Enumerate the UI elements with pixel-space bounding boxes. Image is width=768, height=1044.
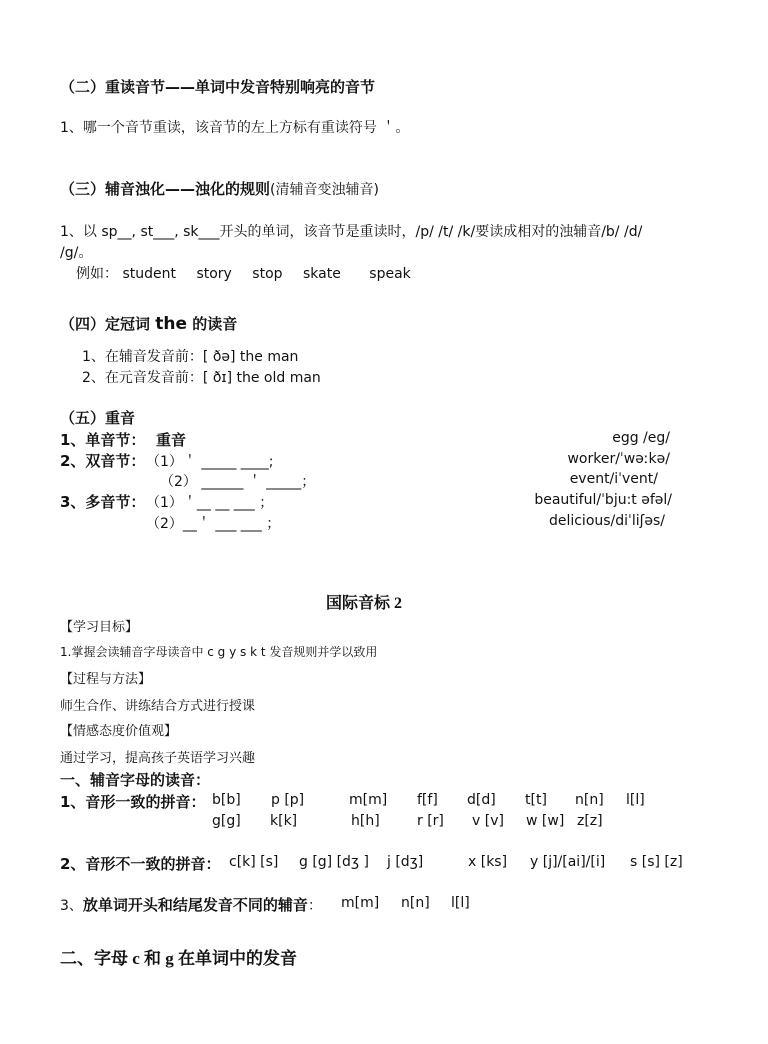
section-heading-voicing — [60, 178, 379, 199]
phonic-item: p [p] — [271, 792, 305, 808]
method-text: 师生合作、讲练结合方式进行授课 — [60, 699, 256, 714]
accent-di-example-1: worker/ˈwəːkə/ — [567, 451, 670, 467]
lesson-title: 国际音标 2 — [325, 595, 402, 612]
c-g-heading: 二、字母 c 和 g 在单词中的发音 — [60, 949, 298, 968]
voicing-rule-line-2: /g/。 — [60, 245, 93, 261]
phonic-item: n[n] — [575, 792, 604, 808]
accent-poly-example-1: beautiful/ˈbju:t əfəl/ — [534, 492, 672, 508]
phonic-item: s [s] [z] — [630, 854, 683, 870]
phonic-item: m[m] — [349, 792, 388, 808]
accent-di-pattern-2: （2） ______ ＇ _____； — [160, 474, 316, 490]
phonic-item: v [v] — [472, 813, 504, 829]
inconsistent-label: 2、音形不一致的拼音： — [60, 855, 221, 873]
article-rule-vowel: 2、在元音发音前：[ ðɪ] the old man — [82, 370, 321, 386]
voicing-examples — [76, 263, 411, 283]
example-word: student — [122, 266, 176, 282]
phonic-item: d[d] — [467, 792, 496, 808]
phonic-item: k[k] — [270, 813, 298, 829]
voicing-heading-note: (清辅音变浊辅音) — [270, 182, 379, 198]
example-label: 例如： — [76, 266, 118, 282]
example-word: story — [196, 266, 232, 282]
phonic-item: c[k] [s] — [229, 854, 279, 870]
article-heading-part: （四）定冠词 — [60, 315, 156, 333]
accent-di-example-2: event/iˈvent/ — [569, 471, 658, 487]
accent-poly-pattern-1: （1）＇__ __ ___ ； — [146, 495, 274, 511]
article-rule-consonant: 1、在辅音发音前：[ ðə] the man — [82, 349, 299, 365]
consistent-label: 1、音形一致的拼音： — [60, 793, 206, 811]
accent-poly-pattern-2: （2）__＇ ___ ___ ； — [146, 516, 281, 532]
stress-rule-line: 1、哪一个音节重读，该音节的左上方标有重读符号 ＇。 — [60, 120, 410, 136]
example-word: stop — [252, 266, 283, 282]
phonic-item: n[n] — [401, 895, 430, 911]
accent-mono-label: 1、单音节： — [60, 431, 146, 449]
phonic-item: z[z] — [577, 813, 603, 829]
phonic-item: l[l] — [626, 792, 645, 808]
value-text: 通过学习，提高孩子英语学习兴趣 — [60, 751, 256, 766]
accent-mono-example: egg /eg/ — [612, 430, 670, 446]
accent-di-pattern-1: （1）＇ _____ ____; — [146, 454, 274, 470]
example-word: speak — [369, 266, 411, 282]
goal-text: 1.掌握会读辅音字母读音中 c g y s k t 发音规则并学以致用 — [60, 645, 378, 659]
phonic-item: f[f] — [417, 792, 438, 808]
phonic-item: x [ks] — [468, 854, 508, 870]
phonic-item: r [r] — [417, 813, 444, 829]
label-colon: ： — [307, 898, 322, 914]
section-heading-article — [60, 313, 237, 334]
phonic-item: j [dʒ] — [387, 854, 424, 870]
phonic-item: y [j]/[ai]/[i] — [530, 854, 606, 870]
voicing-heading-bold: （三）辅音浊化——浊化的规则 — [60, 180, 271, 198]
phonic-item: b[b] — [212, 792, 241, 808]
phonic-item: t[t] — [525, 792, 547, 808]
phonic-item: l[l] — [451, 895, 470, 911]
accent-poly-example-2: delicious/diˈliʃəs/ — [548, 513, 665, 529]
article-heading-the: the — [155, 314, 187, 334]
article-heading-part: 的读音 — [187, 315, 238, 333]
phonic-item: h[h] — [351, 813, 380, 829]
section-heading-stress-syllable: （二）重读音节——单词中发音特别响亮的音节 — [60, 78, 376, 96]
accent-di-label: 2、双音节： — [60, 452, 146, 470]
label-text: 放单词开头和结尾发音不同的辅音 — [82, 896, 308, 914]
label-number: 3、 — [60, 898, 83, 914]
phonic-item: w [w] — [526, 813, 565, 829]
example-word: skate — [302, 266, 341, 282]
section-heading-accent: （五）重音 — [60, 409, 136, 427]
accent-poly-label: 3、多音节： — [60, 493, 146, 511]
different-position-label — [60, 894, 322, 915]
goal-tag: 【学习目标】 — [60, 620, 139, 635]
voicing-rule-line-1: 1、以 sp__, st___, sk___开头的单词，该音节是重读时，/p/ /t/ /k/要读成相对的浊辅音/b/ /d/ — [60, 224, 643, 240]
consonant-letters-heading: 一、辅音字母的读音： — [60, 771, 211, 789]
phonic-item: g[g] — [212, 813, 241, 829]
value-tag: 【情感态度价值观】 — [60, 724, 178, 739]
accent-mono-mid: 重音 — [156, 431, 187, 449]
phonic-item: m[m] — [341, 895, 380, 911]
method-tag: 【过程与方法】 — [60, 672, 152, 687]
phonic-item: g [g] [dʒ ] — [299, 854, 369, 870]
